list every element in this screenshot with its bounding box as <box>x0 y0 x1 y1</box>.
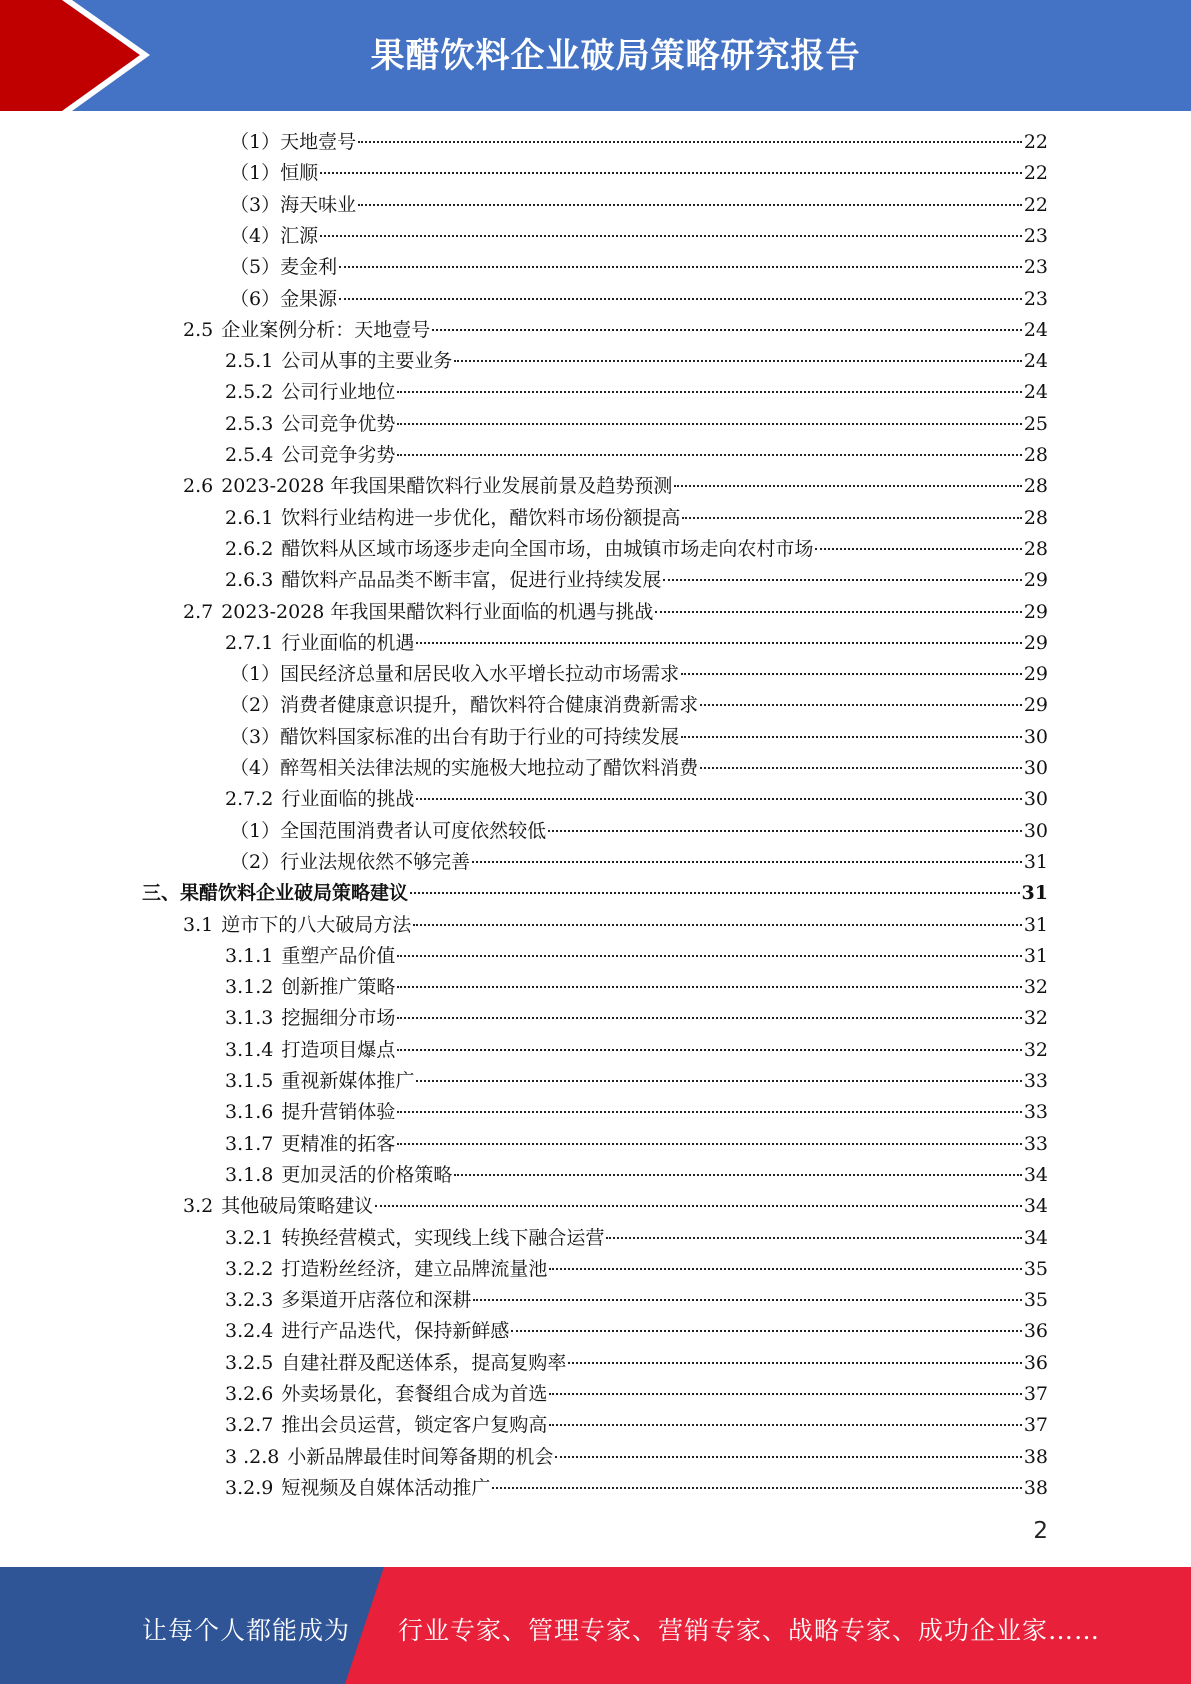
toc-dot-leader <box>681 736 1022 738</box>
toc-entry-label: 2023-2028 年我国果醋饮料行业发展前景及趋势预测 <box>221 475 673 498</box>
toc-entry[interactable] <box>225 628 1048 659</box>
toc-dot-leader <box>339 266 1022 268</box>
toc-entry-label: 海天味业 <box>280 193 357 216</box>
toc-dot-leader <box>416 798 1021 800</box>
toc-entry-label: 短视频及自媒体活动推广 <box>281 1476 491 1499</box>
toc-dot-leader <box>432 329 1022 331</box>
toc-entry-page: 23 <box>1023 224 1048 247</box>
toc-entry-page: 28 <box>1023 444 1048 466</box>
toc-entry-page: 28 <box>1023 475 1048 498</box>
toc-entry[interactable] <box>225 1003 1048 1034</box>
toc-entry-label: 行业法规依然不够完善 <box>280 850 471 873</box>
toc-entry-number: 2.7.2 <box>225 788 274 811</box>
toc-entry-label: 国民经济总量和居民收入水平增长拉动市场需求 <box>280 663 680 686</box>
toc-entry[interactable] <box>225 346 1048 377</box>
toc-entry-number: 3.2.5 <box>225 1351 274 1374</box>
toc-entry-number: 3.2.3 <box>225 1289 274 1312</box>
toc-entry-page: 37 <box>1023 1383 1048 1405</box>
toc-entry-number: 3.2.4 <box>225 1320 274 1343</box>
toc-entry-number: 3.1 <box>183 913 214 936</box>
toc-entry[interactable] <box>183 910 1048 941</box>
toc-dot-leader <box>339 298 1022 300</box>
toc-entry[interactable] <box>225 503 1048 534</box>
toc-entry-page: 24 <box>1023 350 1048 373</box>
toc-entry-label: 公司竞争优势 <box>281 412 396 435</box>
toc-entry-page: 33 <box>1023 1132 1048 1155</box>
toc-entry-label: 醋饮料产品品类不断丰富，促进行业持续发展 <box>281 569 662 592</box>
toc-entry-label: 醉驾相关法律法规的实施极大地拉动了醋饮料消费 <box>280 757 699 779</box>
toc-entry[interactable] <box>230 659 1048 690</box>
toc-entry-number: （1） <box>230 162 281 185</box>
toc-dot-leader <box>358 141 1022 143</box>
toc-entry[interactable] <box>230 252 1048 283</box>
footer-slogan-left: 让每个人都能成为 <box>142 1616 351 1645</box>
toc-dot-leader <box>663 579 1021 581</box>
toc-dot-leader <box>492 1487 1021 1489</box>
toc-entry-number: （2） <box>230 850 281 873</box>
toc-entry-page: 29 <box>1023 569 1048 592</box>
toc-entry-page: 23 <box>1023 256 1048 279</box>
toc-entry-page: 38 <box>1023 1445 1048 1468</box>
toc-entry-label: 汇源 <box>280 224 319 247</box>
toc-entry-page: 33 <box>1023 1070 1048 1092</box>
toc-entry-number: 3.1.7 <box>225 1132 274 1155</box>
toc-entry-page: 36 <box>1023 1320 1048 1343</box>
toc-entry[interactable] <box>230 816 1048 847</box>
toc-entry[interactable] <box>142 878 1048 909</box>
toc-entry-number: 三、 <box>142 882 181 905</box>
toc-entry-label: 其他破局策略建议 <box>221 1195 374 1218</box>
toc-dot-leader <box>320 235 1022 237</box>
toc-entry-page: 29 <box>1023 600 1048 623</box>
toc-dot-leader <box>548 830 1022 832</box>
toc-entry[interactable] <box>230 190 1048 221</box>
page-number: 2 <box>1033 1518 1048 1544</box>
toc-entry-label: 企业案例分析：天地壹号 <box>221 318 431 341</box>
toc-entry[interactable] <box>225 1285 1048 1316</box>
toc-entry-page: 22 <box>1023 162 1048 185</box>
toc-entry-page: 25 <box>1023 412 1048 435</box>
toc-entry-label: 更加灵活的价格策略 <box>281 1163 453 1186</box>
toc-entry-label: 逆市下的八大破局方法 <box>221 913 412 936</box>
toc-dot-leader <box>416 1080 1021 1082</box>
toc-dot-leader <box>682 517 1021 519</box>
toc-entry-label: 打造粉丝经济，建立品牌流量池 <box>281 1257 548 1280</box>
toc-entry-page: 38 <box>1023 1476 1048 1499</box>
toc-entry[interactable] <box>225 1035 1048 1066</box>
toc-dot-leader <box>472 861 1022 863</box>
toc-entry-label: 行业面临的挑战 <box>281 788 415 811</box>
toc-dot-leader <box>700 704 1022 706</box>
toc-entry[interactable] <box>183 1191 1048 1222</box>
toc-entry-page: 29 <box>1023 631 1048 654</box>
toc-entry-label: 全国范围消费者认可度依然较低 <box>280 819 547 842</box>
toc-dot-leader <box>397 1143 1021 1145</box>
toc-dot-leader <box>655 611 1021 613</box>
toc-dot-leader <box>413 924 1022 926</box>
toc-entry-number: 3.1.2 <box>225 976 274 999</box>
toc-entry-label: 公司从事的主要业务 <box>281 350 453 373</box>
toc-entry-label: 醋饮料从区域市场逐步走向全国市场，由城镇市场走向农村市场 <box>281 537 814 560</box>
toc-entry[interactable] <box>225 1223 1048 1254</box>
toc-entry-number: 2.7 <box>183 600 214 623</box>
toc-entry-number: 3.1.3 <box>225 1007 274 1030</box>
report-title: 果醋饮料企业破局策略研究报告 <box>370 36 861 76</box>
toc-entry-label: 2023-2028 年我国果醋饮料行业面临的机遇与挑战 <box>221 600 654 623</box>
toc-entry[interactable] <box>225 534 1048 565</box>
toc-entry-page: 30 <box>1023 725 1048 748</box>
toc-entry-number: 3.2.2 <box>225 1257 274 1280</box>
toc-entry[interactable] <box>225 565 1048 596</box>
toc-entry[interactable] <box>230 158 1048 189</box>
toc-entry-page: 31 <box>1023 944 1048 967</box>
toc-entry-label: 重视新媒体推广 <box>281 1070 415 1092</box>
toc-entry-number: （3） <box>230 725 281 748</box>
toc-dot-leader <box>320 172 1022 174</box>
toc-entry-page: 35 <box>1023 1257 1048 1280</box>
toc-entry[interactable] <box>230 847 1048 878</box>
toc-entry-number: （1） <box>230 131 281 153</box>
toc-dot-leader <box>397 454 1021 456</box>
toc-dot-leader <box>397 1111 1021 1113</box>
toc-entry[interactable] <box>225 1348 1048 1379</box>
toc-entry-number: 3.1.4 <box>225 1038 274 1061</box>
toc-entry[interactable] <box>225 1066 1048 1097</box>
toc-dot-leader <box>397 423 1021 425</box>
toc-entry-label: 进行产品迭代，保持新鲜感 <box>281 1320 510 1343</box>
toc-dot-leader <box>397 1017 1021 1019</box>
toc-dot-leader <box>555 1456 1021 1458</box>
toc-dot-leader <box>549 1424 1021 1426</box>
toc-entry[interactable] <box>225 1129 1048 1160</box>
toc-entry-number: 2.7.1 <box>225 631 274 654</box>
toc-entry-page: 23 <box>1023 287 1048 310</box>
toc-entry-number: 2.6 <box>183 475 214 498</box>
toc-entry-label: 天地壹号 <box>280 131 357 153</box>
toc-dot-leader <box>815 548 1021 550</box>
toc-entry-label: 消费者健康意识提升，醋饮料符合健康消费新需求 <box>280 694 699 717</box>
toc-entry-page: 35 <box>1023 1289 1048 1312</box>
table-of-contents <box>0 127 1191 1507</box>
toc-entry[interactable] <box>225 1160 1048 1191</box>
toc-entry-page: 22 <box>1023 131 1048 153</box>
toc-entry-page: 37 <box>1023 1414 1048 1437</box>
toc-dot-leader <box>511 1330 1021 1332</box>
toc-entry-label: 推出会员运营，锁定客户复购高 <box>281 1414 548 1437</box>
toc-entry-number: 2.6.1 <box>225 506 274 529</box>
toc-entry-page: 29 <box>1023 663 1048 686</box>
toc-entry-page: 29 <box>1023 694 1048 717</box>
toc-entry-page: 24 <box>1023 381 1048 404</box>
toc-entry-page: 31 <box>1023 913 1048 936</box>
toc-entry[interactable] <box>230 753 1048 784</box>
toc-entry-page: 34 <box>1023 1163 1048 1186</box>
toc-entry-label: 饮料行业结构进一步优化，醋饮料市场份额提高 <box>281 506 681 529</box>
toc-dot-leader <box>410 892 1020 894</box>
toc-entry[interactable] <box>225 1442 1048 1473</box>
toc-entry[interactable] <box>183 471 1048 502</box>
toc-dot-leader <box>397 955 1021 957</box>
toc-entry-label: 醋饮料国家标准的出台有助于行业的可持续发展 <box>280 725 680 748</box>
toc-dot-leader <box>416 642 1021 644</box>
toc-entry-number: 3.1.8 <box>225 1163 274 1186</box>
toc-entry-label: 行业面临的机遇 <box>281 631 415 654</box>
toc-entry[interactable] <box>225 941 1048 972</box>
toc-entry-label: 外卖场景化，套餐组合成为首选 <box>281 1383 548 1405</box>
toc-entry-page: 30 <box>1023 788 1048 811</box>
toc-entry-page: 32 <box>1023 1007 1048 1030</box>
toc-entry-page: 30 <box>1023 757 1048 779</box>
toc-entry-number: 3 .2.8 <box>225 1445 280 1468</box>
toc-entry-label: 麦金利 <box>280 256 338 279</box>
toc-entry[interactable] <box>230 722 1048 753</box>
toc-dot-leader <box>397 391 1021 393</box>
toc-entry-page: 31 <box>1023 850 1048 873</box>
toc-entry[interactable] <box>225 972 1048 1003</box>
page-footer <box>0 1567 1191 1684</box>
toc-dot-leader <box>473 1299 1021 1301</box>
toc-entry[interactable] <box>225 1254 1048 1285</box>
toc-entry-number: （2） <box>230 694 281 717</box>
toc-entry[interactable] <box>183 315 1048 346</box>
toc-entry[interactable] <box>183 597 1048 628</box>
toc-dot-leader <box>700 767 1022 769</box>
toc-entry[interactable] <box>230 221 1048 252</box>
toc-entry[interactable] <box>225 1316 1048 1347</box>
toc-entry-label: 恒顺 <box>280 162 319 185</box>
toc-entry-page: 30 <box>1023 819 1048 842</box>
toc-entry-number: 2.5.3 <box>225 412 274 435</box>
toc-dot-leader <box>397 986 1021 988</box>
toc-dot-leader <box>681 673 1022 675</box>
toc-entry-page: 34 <box>1023 1226 1048 1249</box>
toc-entry-number: 3.1.5 <box>225 1070 274 1092</box>
toc-entry-page: 28 <box>1023 537 1048 560</box>
toc-entry-label: 提升营销体验 <box>281 1101 396 1124</box>
toc-entry[interactable] <box>225 784 1048 815</box>
toc-entry-label: 果醋饮料企业破局策略建议 <box>180 882 409 905</box>
toc-entry[interactable] <box>225 440 1048 471</box>
toc-dot-leader <box>568 1362 1021 1364</box>
toc-entry-number: （1） <box>230 819 281 842</box>
toc-entry-number: 3.2 <box>183 1195 214 1218</box>
toc-entry-label: 多渠道开店落位和深耕 <box>281 1289 472 1312</box>
toc-entry-number: 3.1.6 <box>225 1101 274 1124</box>
toc-entry-number: 2.5.2 <box>225 381 274 404</box>
toc-entry-number: （4） <box>230 757 281 779</box>
toc-entry-page: 33 <box>1023 1101 1048 1124</box>
toc-entry-label: 金果源 <box>280 287 338 310</box>
toc-dot-leader <box>549 1393 1021 1395</box>
toc-dot-leader <box>375 1205 1022 1207</box>
toc-entry-number: （1） <box>230 663 281 686</box>
toc-entry-page: 28 <box>1023 506 1048 529</box>
toc-dot-leader <box>549 1268 1021 1270</box>
toc-entry-number: 2.6.3 <box>225 569 274 592</box>
toc-entry-number: 3.2.6 <box>225 1383 274 1405</box>
toc-entry-page: 32 <box>1023 1038 1048 1061</box>
toc-entry-number: （5） <box>230 256 281 279</box>
toc-entry-page: 34 <box>1023 1195 1048 1218</box>
toc-entry[interactable] <box>225 1410 1048 1441</box>
toc-entry-label: 重塑产品价值 <box>281 944 396 967</box>
toc-entry-label: 转换经营模式，实现线上线下融合运营 <box>281 1226 605 1249</box>
toc-entry[interactable] <box>225 1379 1048 1410</box>
toc-entry[interactable] <box>230 690 1048 721</box>
toc-entry-number: 2.5 <box>183 318 214 341</box>
toc-entry-number: 3.1.1 <box>225 944 274 967</box>
toc-entry[interactable] <box>230 284 1048 315</box>
footer-slogan-right: 行业专家、管理专家、营销专家、战略专家、成功企业家…… <box>398 1616 1101 1645</box>
toc-entry[interactable] <box>225 409 1048 440</box>
toc-entry[interactable] <box>225 1097 1048 1128</box>
toc-entry-label: 更精准的拓客 <box>281 1132 396 1155</box>
toc-entry-page: 36 <box>1023 1351 1048 1374</box>
toc-entry[interactable] <box>230 127 1048 158</box>
toc-entry-number: 3.2.7 <box>225 1414 274 1437</box>
toc-entry-page: 32 <box>1023 976 1048 999</box>
toc-entry[interactable] <box>225 377 1048 408</box>
toc-dot-leader <box>454 360 1021 362</box>
toc-entry-number: （4） <box>230 224 281 247</box>
toc-dot-leader <box>397 1049 1021 1051</box>
toc-entry-number: 2.5.4 <box>225 444 274 466</box>
toc-entry-label: 自建社群及配送体系，提高复购率 <box>281 1351 567 1374</box>
toc-entry-page: 22 <box>1023 193 1048 216</box>
toc-entry-label: 创新推广策略 <box>281 976 396 999</box>
toc-dot-leader <box>674 485 1021 487</box>
toc-entry-number: （6） <box>230 287 281 310</box>
toc-entry-number: 3.2.1 <box>225 1226 274 1249</box>
toc-entry-label: 公司竞争劣势 <box>281 444 396 466</box>
toc-entry-page: 31 <box>1021 882 1048 905</box>
page-header <box>0 0 1191 111</box>
toc-entry-label: 打造项目爆点 <box>281 1038 396 1061</box>
toc-entry-number: 2.5.1 <box>225 350 274 373</box>
toc-entry-label: 小新品牌最佳时间筹备期的机会 <box>287 1445 554 1468</box>
toc-dot-leader <box>454 1174 1021 1176</box>
toc-entry-label: 公司行业地位 <box>281 381 396 404</box>
toc-entry-number: （3） <box>230 193 281 216</box>
toc-entry-label: 挖掘细分市场 <box>281 1007 396 1030</box>
toc-entry[interactable] <box>225 1473 1048 1504</box>
toc-dot-leader <box>358 204 1022 206</box>
toc-entry-number: 3.2.9 <box>225 1476 274 1499</box>
toc-dot-leader <box>606 1237 1021 1239</box>
toc-entry-page: 24 <box>1023 318 1048 341</box>
toc-entry-number: 2.6.2 <box>225 537 274 560</box>
